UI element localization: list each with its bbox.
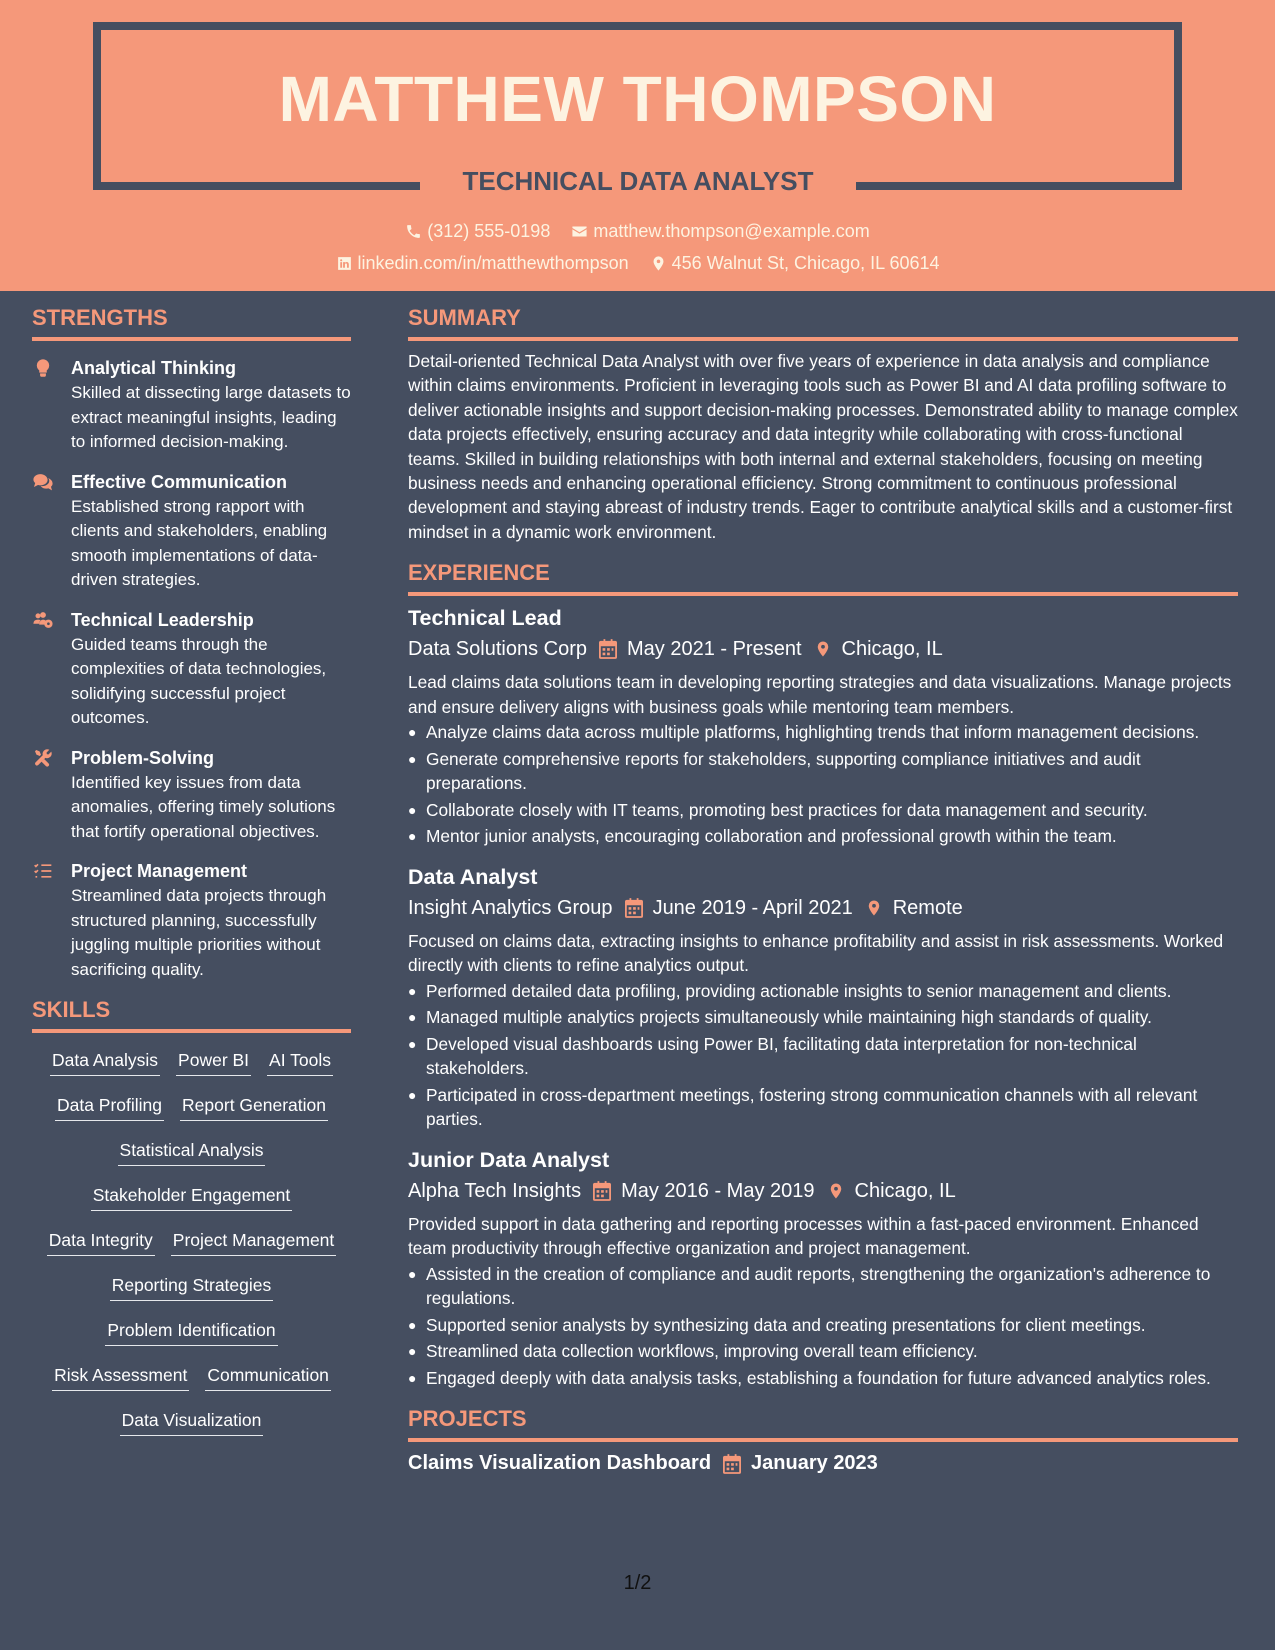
list-check-icon xyxy=(32,861,54,881)
list-item: ● Engaged deeply with data analysis tasks, establishing a foundation for future advanced analytics roles. xyxy=(408,1367,1211,1388)
job-company: Alpha Tech Insights xyxy=(408,1179,582,1202)
strength-item xyxy=(32,356,351,455)
job-location: Remote xyxy=(892,896,963,919)
linkedin-text: linkedin.com/in/matthewthompson xyxy=(357,253,629,273)
skill-tag: Project Management xyxy=(171,1228,336,1256)
list-item: ● Supported senior analysts by synthesizing data and creating presentations for client meetings. xyxy=(408,1314,1146,1335)
skill-tag: Data Integrity xyxy=(47,1228,155,1256)
contact-row-2 xyxy=(0,253,1275,277)
list-item: ● Developed visual dashboards using Power BI, facilitating data interpretation for non-technical stakeholders. xyxy=(408,1033,1137,1079)
list-item: ● Streamlined data collection workflows, improving overall team efficiency. xyxy=(408,1341,978,1362)
project-date: January 2023 xyxy=(751,1452,878,1475)
linkedin-contact[interactable] xyxy=(336,253,629,274)
strength-title: Technical Leadership xyxy=(71,609,254,630)
tools-icon xyxy=(32,748,54,768)
job-description: Provided support in data gathering and reporting processes within a fast-paced environment. Enhanced team productivity through effective organization and project management. xyxy=(408,1213,1199,1259)
skill-tag: Communication xyxy=(205,1363,331,1391)
list-item: ● Generate comprehensive reports for stakeholders, supporting compliance initiatives and audit preparations. xyxy=(408,748,1141,794)
job-company: Insight Analytics Group xyxy=(408,896,613,919)
job-entry xyxy=(408,1146,1238,1391)
strength-desc: Established strong rapport with clients and stakeholders, enabling smooth implementations of data-driven strategies. xyxy=(71,496,328,589)
experience-heading: EXPERIENCE xyxy=(408,560,1238,596)
job-meta xyxy=(408,893,1238,923)
strength-item xyxy=(32,470,351,593)
address-text: 456 Walnut St, Chicago, IL 60614 xyxy=(671,253,940,273)
skill-tag: Reporting Strategies xyxy=(110,1273,274,1301)
page-number: 1/2 xyxy=(623,1572,652,1594)
email-text: matthew.thompson@example.com xyxy=(593,221,870,241)
map-pin-icon xyxy=(865,898,883,918)
skill-tag: Report Generation xyxy=(180,1093,328,1121)
envelope-icon xyxy=(571,223,588,240)
map-pin-icon xyxy=(827,1181,845,1201)
skill-tag: AI Tools xyxy=(267,1048,333,1076)
phone-icon xyxy=(405,223,422,240)
users-gear-icon xyxy=(32,610,54,630)
job-description: Lead claims data solutions team in developing reporting strategies and data visualizations. Manage projects and ensure delivery aligns with business goals while mentoring team members. xyxy=(408,672,1232,717)
contact-row-1 xyxy=(0,221,1275,245)
calendar-icon xyxy=(625,898,643,918)
right-column xyxy=(408,305,1238,1475)
list-item: ● Analyze claims data across multiple platforms, highlighting trends that inform management decisions. xyxy=(408,722,1200,743)
strength-desc: Identified key issues from data anomalies, offering timely solutions that fortify operational objectives. xyxy=(71,772,336,841)
strength-title: Project Management xyxy=(71,861,248,881)
strengths-list xyxy=(32,356,351,982)
job-title: TECHNICAL DATA ANALYST xyxy=(462,166,814,196)
comments-icon xyxy=(32,472,54,492)
list-item: ● Managed multiple analytics projects simultaneously while maintaining high standards of quality. xyxy=(408,1007,1152,1028)
job-dates: May 2016 - May 2019 xyxy=(621,1179,815,1202)
job-location: Chicago, IL xyxy=(841,638,943,661)
skill-tag: Problem Identification xyxy=(105,1318,277,1346)
projects-heading: PROJECTS xyxy=(408,1406,1238,1442)
project-entry xyxy=(408,1452,1238,1475)
skill-tag: Risk Assessment xyxy=(52,1363,189,1391)
list-item: ● Performed detailed data profiling, providing actionable insights to senior management and clients. xyxy=(408,980,1172,1001)
project-name: Claims Visualization Dashboard xyxy=(408,1452,712,1475)
list-item: ● Assisted in the creation of compliance and audit reports, strengthening the organization's adherence to regulations. xyxy=(408,1263,1211,1309)
list-item: ● Collaborate closely with IT teams, promoting best practices for data management and security. xyxy=(408,799,1148,820)
email-contact[interactable] xyxy=(571,221,869,242)
calendar-icon xyxy=(593,1181,611,1201)
skill-tag: Stakeholder Engagement xyxy=(91,1183,293,1211)
job-entry xyxy=(408,863,1238,1132)
skill-tag: Data Profiling xyxy=(55,1093,164,1121)
job-description: Focused on claims data, extracting insights to enhance profitability and assist in risk assessments. Worked directly with clients to refine analytics output. xyxy=(408,930,1224,976)
job-role: Technical Lead xyxy=(408,606,562,631)
strength-title: Effective Communication xyxy=(71,471,288,492)
job-role: Data Analyst xyxy=(408,864,538,889)
map-pin-icon xyxy=(650,255,667,272)
job-company: Data Solutions Corp xyxy=(408,638,587,661)
candidate-name: MATTHEW THOMPSON xyxy=(278,63,997,135)
resume-header xyxy=(0,0,1275,291)
job-entry xyxy=(408,604,1238,849)
strength-title: Problem-Solving xyxy=(71,747,215,768)
strength-item xyxy=(32,859,351,982)
skills-heading: SKILLS xyxy=(32,997,351,1033)
job-location: Chicago, IL xyxy=(854,1179,956,1202)
map-pin-icon xyxy=(814,639,832,659)
job-bullets xyxy=(408,720,1238,849)
skill-tag: Power BI xyxy=(176,1048,251,1076)
phone-text: (312) 555-0198 xyxy=(427,221,551,241)
calendar-icon xyxy=(723,1454,741,1474)
strength-desc: Streamlined data projects through structured planning, successfully juggling multiple priorities without sacrificing quality. xyxy=(71,886,327,979)
summary-heading: SUMMARY xyxy=(408,305,1238,341)
list-item: ● Mentor junior analysts, encouraging collaboration and professional growth within the team. xyxy=(408,826,1117,847)
strengths-heading: STRENGTHS xyxy=(32,305,351,341)
job-role: Junior Data Analyst xyxy=(408,1147,610,1172)
job-bullets xyxy=(408,1262,1238,1391)
linkedin-icon xyxy=(336,255,353,272)
skills-list xyxy=(32,1048,351,1453)
address-contact xyxy=(650,253,940,274)
strength-item xyxy=(32,746,351,845)
job-meta xyxy=(408,634,1238,664)
skill-tag: Data Analysis xyxy=(50,1048,160,1076)
strength-title: Analytical Thinking xyxy=(71,358,237,378)
job-dates: May 2021 - Present xyxy=(626,638,802,661)
job-bullets xyxy=(408,979,1238,1132)
phone-contact[interactable] xyxy=(405,221,550,242)
list-item: ● Participated in cross-department meetings, fostering strong communication channels with all relevant parties. xyxy=(408,1084,1198,1130)
strength-desc: Skilled at dissecting large datasets to extract meaningful insights, leading to informed decision-making. xyxy=(71,383,351,451)
job-dates: June 2019 - April 2021 xyxy=(652,896,853,919)
job-meta xyxy=(408,1176,1238,1206)
left-column xyxy=(32,305,351,1453)
lightbulb-icon xyxy=(32,358,54,378)
summary-text: Detail-oriented Technical Data Analyst with over five years of experience in data analysis and compliance within claims environments. Proficient in leveraging tools such as Power BI and AI data profiling software to deliver actionable insights and support decision-making processes. Demonstrated ability to manage complex data projects effectively, ensuring accuracy and data integrity while collaborating with cross-functional teams. Skilled in building relationships with both internal and external stakeholders, focusing on meeting business needs and enhancing operational efficiency. Strong commitment to continuous professional development and staying abreast of industry trends. Eager to contribute analytical skills and a customer-first mindset in a dynamic work environment. xyxy=(408,351,1238,542)
calendar-icon xyxy=(599,639,617,659)
strength-desc: Guided teams through the complexities of data technologies, solidifying successful project outcomes. xyxy=(71,634,327,727)
skill-tag: Data Visualization xyxy=(120,1408,264,1436)
skill-tag: Statistical Analysis xyxy=(118,1138,266,1166)
strength-item xyxy=(32,608,351,731)
